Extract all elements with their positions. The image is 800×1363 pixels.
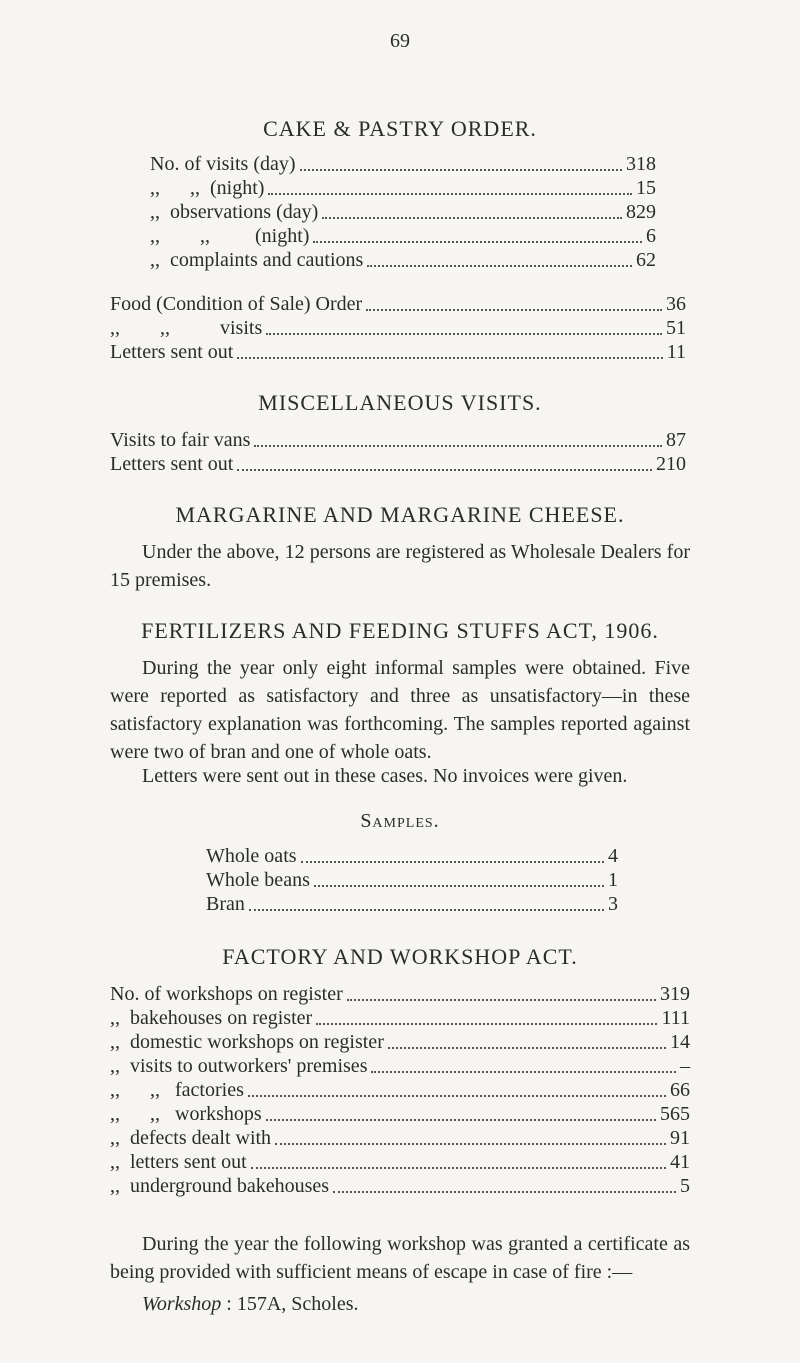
leader-dots [347,999,656,1001]
row-value: 41 [670,1151,690,1173]
row-label: ,, ,, visits [110,317,263,339]
list-item [110,450,686,478]
list-item [110,1172,690,1200]
row-label: Visits to fair vans [110,429,251,451]
row-value: 87 [666,429,686,451]
page-number: 69 [390,30,410,52]
list-item [150,246,656,274]
samples-heading: Samples. [360,810,440,832]
leader-dots [251,1167,666,1169]
row-value: 6 [646,225,656,247]
row-label: Food (Condition of Sale) Order [110,293,363,315]
row-label: Bran [206,893,245,915]
fertilizers-paragraph-2: Letters were sent out in these cases. No invoices were given. [142,765,628,787]
row-label: ,, complaints and cautions [150,249,364,271]
row-value: 91 [670,1127,690,1149]
leader-dots [322,217,622,219]
row-label: Whole beans [206,869,310,891]
row-label: ,, visits to outworkers' premises [110,1055,368,1077]
row-label: ,, domestic workshops on register [110,1031,384,1053]
leader-dots [268,193,632,195]
leader-dots [300,169,622,171]
row-value: – [680,1055,690,1077]
leader-dots [366,309,662,311]
row-value: 111 [661,1007,690,1029]
cake-pastry-heading: CAKE & PASTRY ORDER. [263,116,537,141]
row-label: ,, ,, (night) [150,225,310,247]
row-value: 5 [680,1175,690,1197]
leader-dots [388,1047,666,1049]
row-label: No. of workshops on register [110,983,343,1005]
row-value: 62 [636,249,656,271]
row-label: ,, letters sent out [110,1151,247,1173]
row-value: 319 [660,983,690,1005]
row-label: ,, ,, workshops [110,1103,262,1125]
row-value: 829 [626,201,656,223]
list-item [206,890,618,918]
leader-dots [314,885,604,887]
leader-dots [237,469,652,471]
row-value: 15 [636,177,656,199]
row-value: 14 [670,1031,690,1053]
leader-dots [249,909,604,911]
workshop-label: Workshop [142,1293,222,1315]
fertilizers-heading: FERTILIZERS AND FEEDING STUFFS ACT, 1906. [141,618,659,643]
leader-dots [367,265,632,267]
leader-dots [333,1191,676,1193]
row-label: ,, defects dealt with [110,1127,272,1149]
row-value: 210 [656,453,686,475]
row-value: 66 [670,1079,690,1101]
leader-dots [266,1119,656,1121]
row-label: No. of visits (day) [150,153,296,175]
row-label: ,, bakehouses on register [110,1007,313,1029]
row-label: ,, ,, factories [110,1079,244,1101]
row-label: Letters sent out [110,341,234,363]
row-value: 565 [660,1103,690,1125]
leader-dots [313,241,642,243]
row-value: 318 [626,153,656,175]
factory-heading: FACTORY AND WORKSHOP ACT. [222,944,578,969]
leader-dots [266,333,662,335]
certificate-paragraph: During the year the following workshop was granted a certificate as being provided with sufficient means of escape in case of fire :— [110,1233,690,1283]
row-label: Letters sent out [110,453,234,475]
row-value: 1 [608,869,618,891]
leader-dots [301,861,604,863]
row-label: ,, observations (day) [150,201,319,223]
row-value: 51 [666,317,686,339]
leader-dots [371,1071,676,1073]
leader-dots [254,445,662,447]
misc-visits-heading: MISCELLANEOUS VISITS. [258,390,542,415]
row-value: 4 [608,845,618,867]
leader-dots [275,1143,666,1145]
row-value: 3 [608,893,618,915]
fertilizers-paragraph: During the year only eight informal samples were obtained. Five were reported as satisfactory and three as unsatisfactory—in these satisfactory explanation was forthcoming. The samples reported against were two of bran and one of whole oats. [110,657,690,763]
margarine-paragraph: Under the above, 12 persons are registered as Wholesale Dealers for 15 premises. [110,541,690,591]
row-label: Whole oats [206,845,297,867]
workshop-value: : 157A, Scholes. [226,1293,359,1315]
workshop-line [142,1290,359,1318]
row-label: ,, ,, (night) [150,177,265,199]
row-value: 36 [666,293,686,315]
leader-dots [237,357,662,359]
row-value: 11 [666,341,686,363]
row-label: ,, underground bakehouses [110,1175,330,1197]
list-item [110,338,686,366]
leader-dots [248,1095,666,1097]
margarine-heading: MARGARINE AND MARGARINE CHEESE. [175,502,625,527]
leader-dots [316,1023,657,1025]
